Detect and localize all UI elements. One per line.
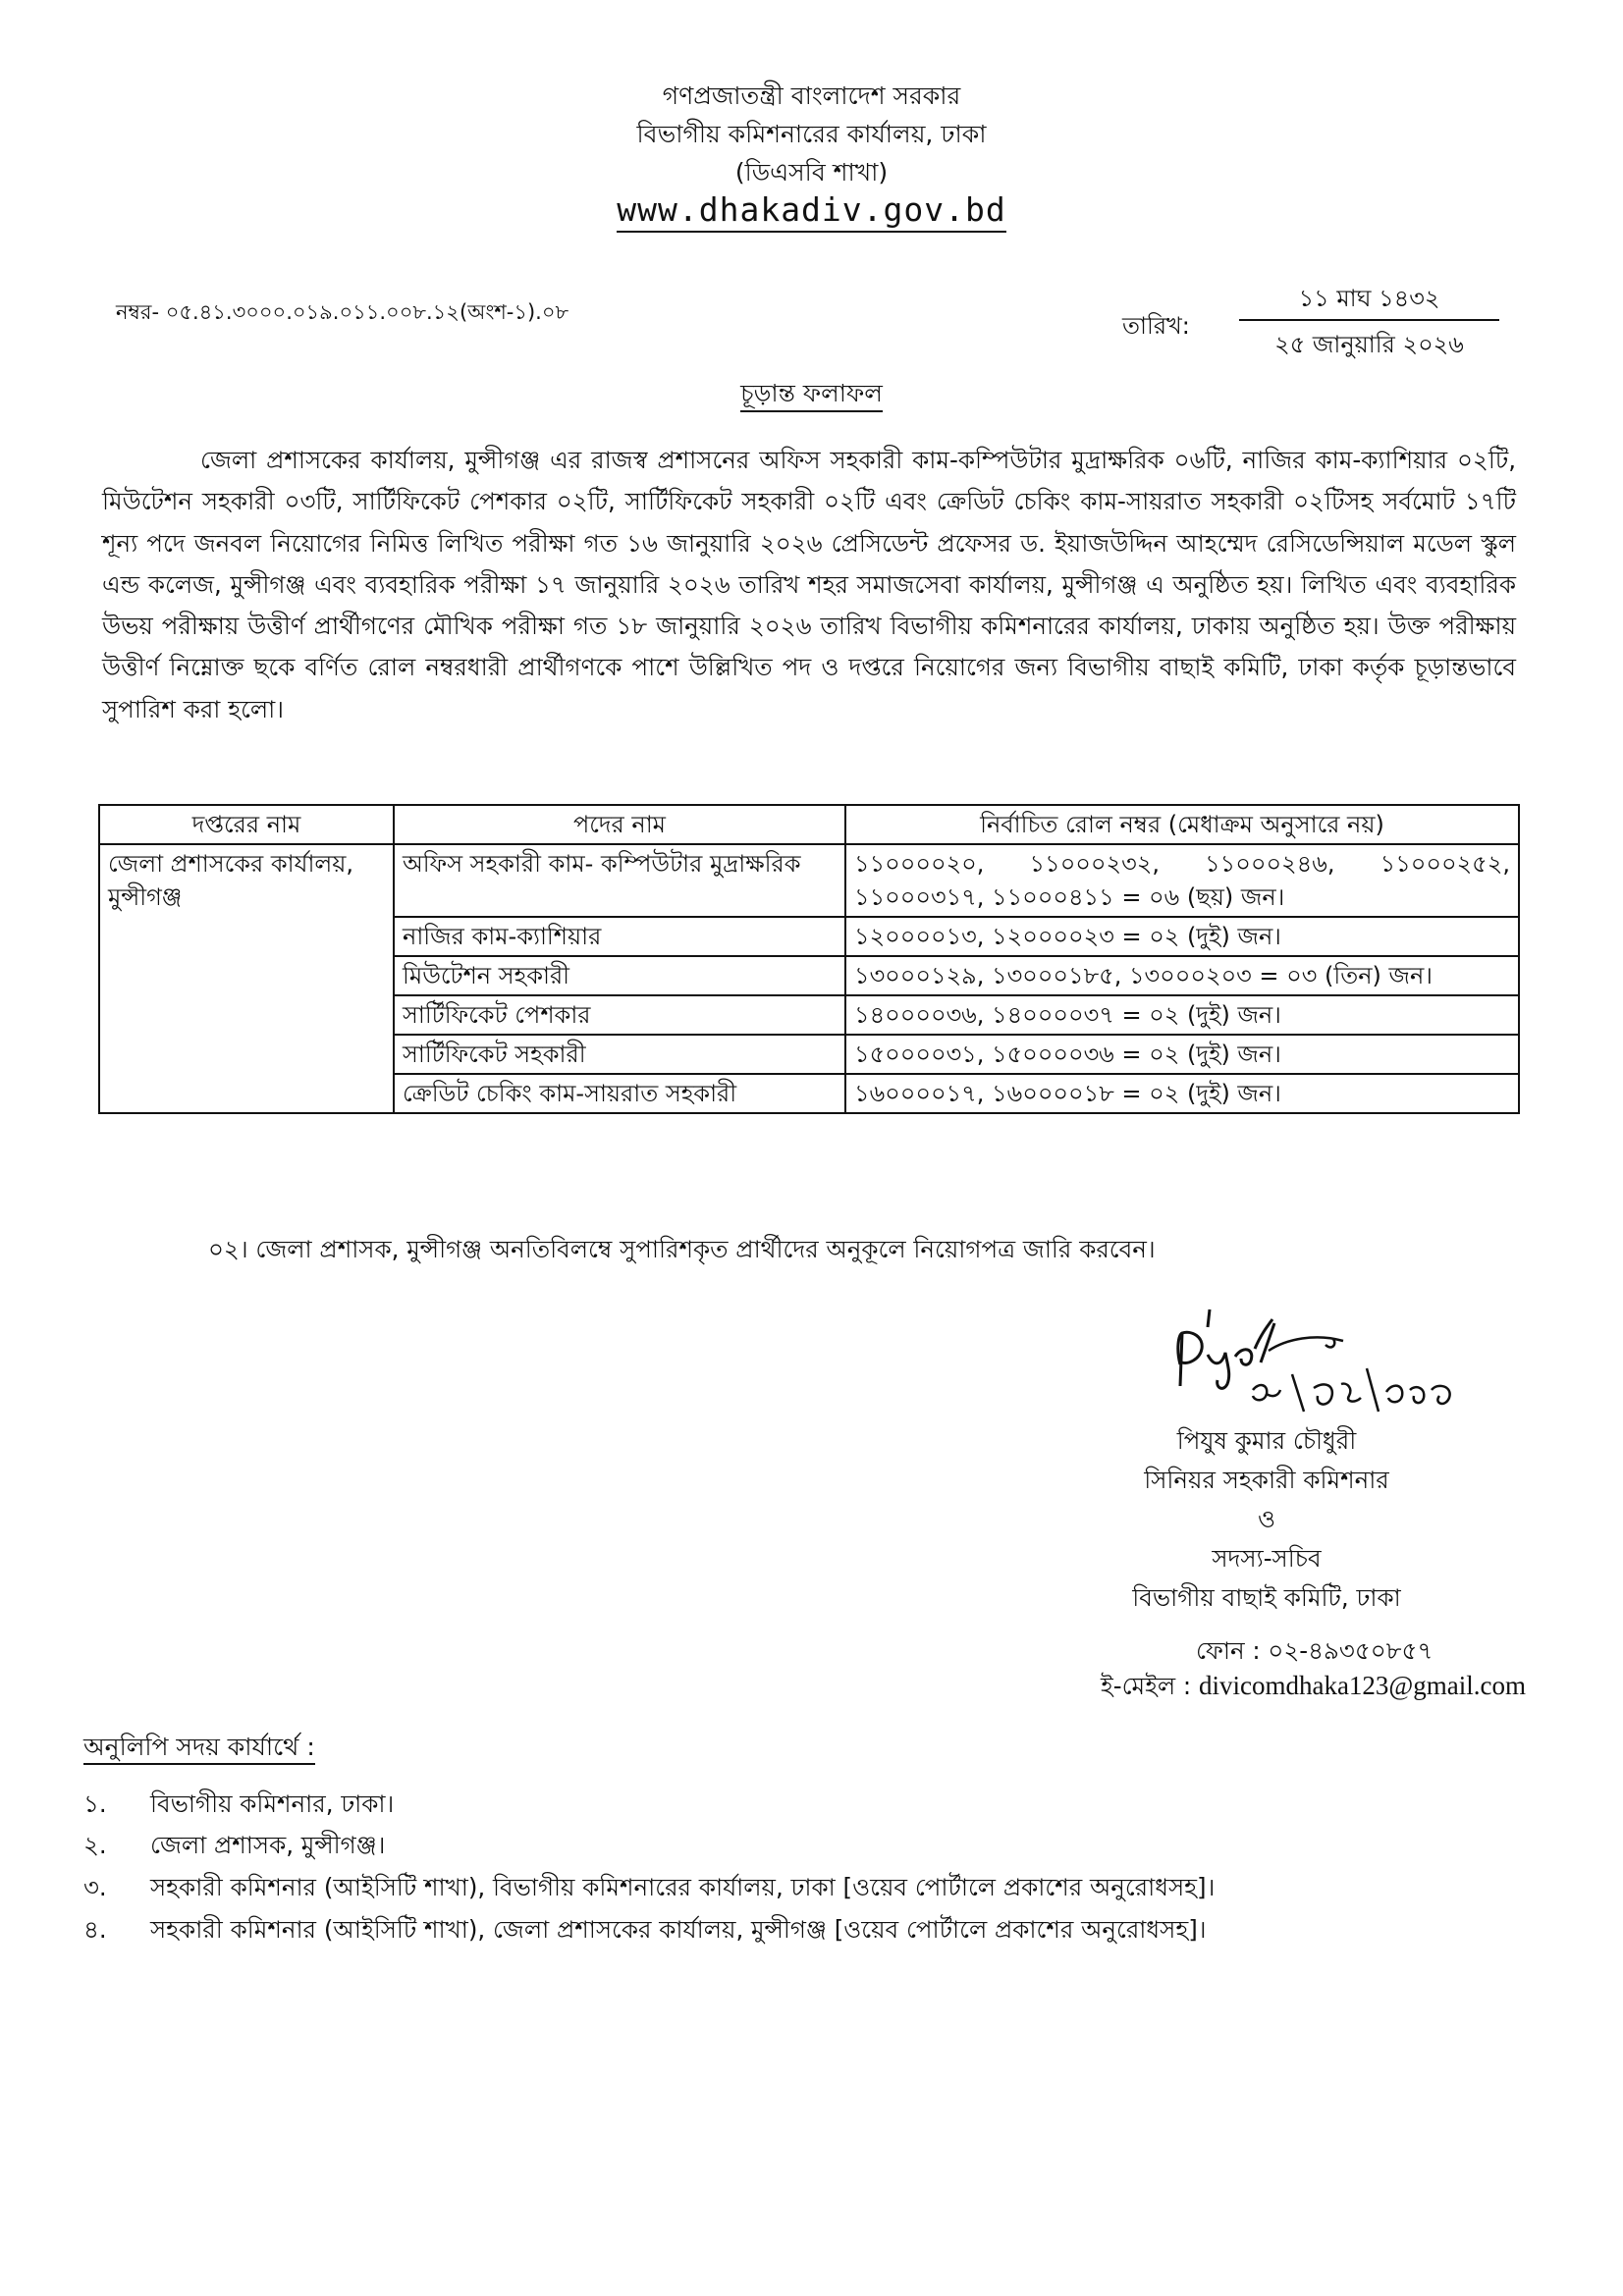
branch-title: (ডিএসবি শাখা): [734, 158, 889, 187]
signatory-committee: বিভাগীয় বাছাই কমিটি, ঢাকা: [1132, 1583, 1401, 1612]
memo-number: নম্বর- ০৫.৪১.৩০০০.০১৯.০১১.০০৮.১২(অংশ-১).০৮: [116, 300, 569, 324]
list-item-text: সহকারী কমিশনার (আইসিটি শাখা), বিভাগীয় কমিশনারের কার্যালয়, ঢাকা [ওয়েব পোর্টালে প্রকাশের অনুরোধসহ]।: [150, 1873, 1216, 1901]
date-divider: [1239, 319, 1499, 321]
header-post: পদের নাম: [394, 805, 845, 844]
rolls-cell: ১৫০০০০৩১, ১৫০০০০৩৬ = ০২ (দুই) জন।: [845, 1035, 1519, 1074]
post-cell: মিউটেশন সহকারী: [394, 956, 845, 995]
results-table: [98, 804, 1520, 1114]
post-cell: সার্টিফিকেট পেশকার: [394, 995, 845, 1035]
list-item: [83, 1828, 385, 1867]
rolls-cell: ১৬০০০০১৭, ১৬০০০০১৮ = ০২ (দুই) জন।: [845, 1074, 1519, 1113]
post-cell: অফিস সহকারী কাম- কম্পিউটার মুদ্রাক্ষরিক: [394, 844, 845, 917]
header-office: দপ্তরের নাম: [99, 805, 394, 844]
list-item-text: জেলা প্রশাসক, মুন্সীগঞ্জ।: [150, 1831, 386, 1859]
list-item-text: সহকারী কমিশনার (আইসিটি শাখা), জেলা প্রশাসকের কার্যালয়, মুন্সীগঞ্জ [ওয়েব পোর্টালে প্রকাশের অনুরোধসহ]।: [150, 1915, 1207, 1944]
list-item-number: ১.: [83, 1789, 107, 1818]
list-item-number: ৪.: [83, 1915, 107, 1944]
rolls-cell: ১৩০০০১২৯, ১৩০০০১৮৫, ১৩০০০২০৩ = ০৩ (তিন) জন।: [845, 956, 1519, 995]
office-cell: জেলা প্রশাসকের কার্যালয়, মুন্সীগঞ্জ: [99, 844, 394, 1113]
handwritten-signature: [1159, 1306, 1512, 1433]
signatory-conjunction: ও: [1257, 1505, 1276, 1533]
body-paragraph: জেলা প্রশাসকের কার্যালয়, মুন্সীগঞ্জ এর রাজস্ব প্রশাসনের অফিস সহকারী কাম-কম্পিউটার মুদ্রাক্ষরিক ০৬টি, নাজির কাম-ক্যাশিয়ার ০২টি, মিউটেশন সহকারী ০৩টি, সার্টিফিকেট পেশকার ০২টি, সার্টিফিকেট সহকারী ০২টি এবং ক্রেডিট চেকিং কাম-সায়রাত সহকারী ০২টিসহ সর্বমোট ১৭টি শূন্য পদে জনবল নিয়োগের নিমিত্ত লিখিত পরীক্ষা গত ১৬ জানুয়ারি ২০২৬ প্রেসিডেন্ট প্রফেসর ড. ইয়াজউদ্দিন আহম্মেদ রেসিডেন্সিয়াল মডেল স্কুল এন্ড কলেজ, মুন্সীগঞ্জ এবং ব্যবহারিক পরীক্ষা ১৭ জানুয়ারি ২০২৬ তারিখ শহর সমাজসেবা কার্যালয়, মুন্সীগঞ্জ এ অনুষ্ঠিত হয়। লিখিত এবং ব্যবহারিক উভয় পরীক্ষায় উত্তীর্ণ প্রার্থীগণের মৌখিক পরীক্ষা গত ১৮ জানুয়ারি ২০২৬ তারিখ বিভাগীয় কমিশনারের কার্যালয়, ঢাকায় অনুষ্ঠিত হয়। উক্ত পরীক্ষায় উত্তীর্ণ নিম্নোক্ত ছকে বর্ণিত রোল নম্বরধারী প্রার্থীগণকে পাশে উল্লিখিত পদ ও দপ্তরে নিয়োগের জন্য বিভাগীয় বাছাই কমিটি, ঢাকা কর্তৃক চূড়ান্তভাবে সুপারিশ করা হলো।: [102, 446, 1516, 723]
date-bangla: ১১ মাঘ ১৪৩২: [1298, 285, 1440, 312]
header-rolls: নির্বাচিত রোল নম্বর (মেধাক্রম অনুসারে নয়): [845, 805, 1519, 844]
website-link[interactable]: www.dhakadiv.gov.bd: [0, 190, 1623, 229]
email-line: [1101, 1669, 1526, 1708]
date-english: ২৫ জানুয়ারি ২০২৬: [1274, 331, 1464, 358]
copies-heading: অনুলিপি সদয় কার্যার্থে :: [83, 1728, 315, 1770]
rolls-cell: ১১০০০০২০, ১১০০০২৩২, ১১০০০২৪৬, ১১০০০২৫২, ১১০০০৩১৭, ১১০০০৪১১ = ০৬ (ছয়) জন।: [845, 844, 1519, 917]
email-address[interactable]: divicomdhaka123@gmail.com: [1198, 1671, 1527, 1700]
list-item: [83, 1870, 1215, 1909]
signatory-role: সদস্য-সচিব: [1212, 1544, 1322, 1573]
table-row: [99, 844, 1519, 917]
office-title: বিভাগীয় কমিশনারের কার্যালয়, ঢাকা: [636, 120, 987, 148]
list-item-number: ৩.: [83, 1873, 107, 1901]
rolls-cell: ১৪০০০০৩৬, ১৪০০০০৩৭ = ০২ (দুই) জন।: [845, 995, 1519, 1035]
table-header-row: [99, 805, 1519, 844]
post-cell: নাজির কাম-ক্যাশিয়ার: [394, 917, 845, 956]
gov-title: গণপ্রজাতন্ত্রী বাংলাদেশ সরকার: [662, 81, 961, 110]
post-cell: ক্রেডিট চেকিং কাম-সায়রাত সহকারী: [394, 1074, 845, 1113]
post-cell: সার্টিফিকেট সহকারী: [394, 1035, 845, 1074]
signature-block: [1041, 1421, 1492, 1618]
signatory-designation: সিনিয়র সহকারী কমিশনার: [1144, 1466, 1389, 1494]
email-label: ই-মেইল :: [1101, 1672, 1192, 1700]
signatory-name: পিযুষ কুমার চৌধুরী: [1176, 1426, 1357, 1455]
rolls-cell: ১২০০০০১৩, ১২০০০০২৩ = ০২ (দুই) জন।: [845, 917, 1519, 956]
list-item: [83, 1912, 1207, 1951]
page-title: চূড়ান্ত ফলাফল: [0, 374, 1623, 416]
instruction-paragraph: ০২। জেলা প্রশাসক, মুন্সীগঞ্জ অনতিবিলম্বে সুপারিশকৃত প্রার্থীদের অনুকূলে নিয়োগপত্র জারি করবেন।: [208, 1235, 1156, 1263]
list-item-number: ২.: [83, 1831, 107, 1859]
list-item-text: বিভাগীয় কমিশনার, ঢাকা।: [150, 1789, 395, 1818]
phone-number: ফোন : ০২-৪৯৩৫০৮৫৭: [1196, 1636, 1434, 1665]
date-label: তারিখ:: [1122, 312, 1190, 340]
list-item: [83, 1787, 394, 1826]
